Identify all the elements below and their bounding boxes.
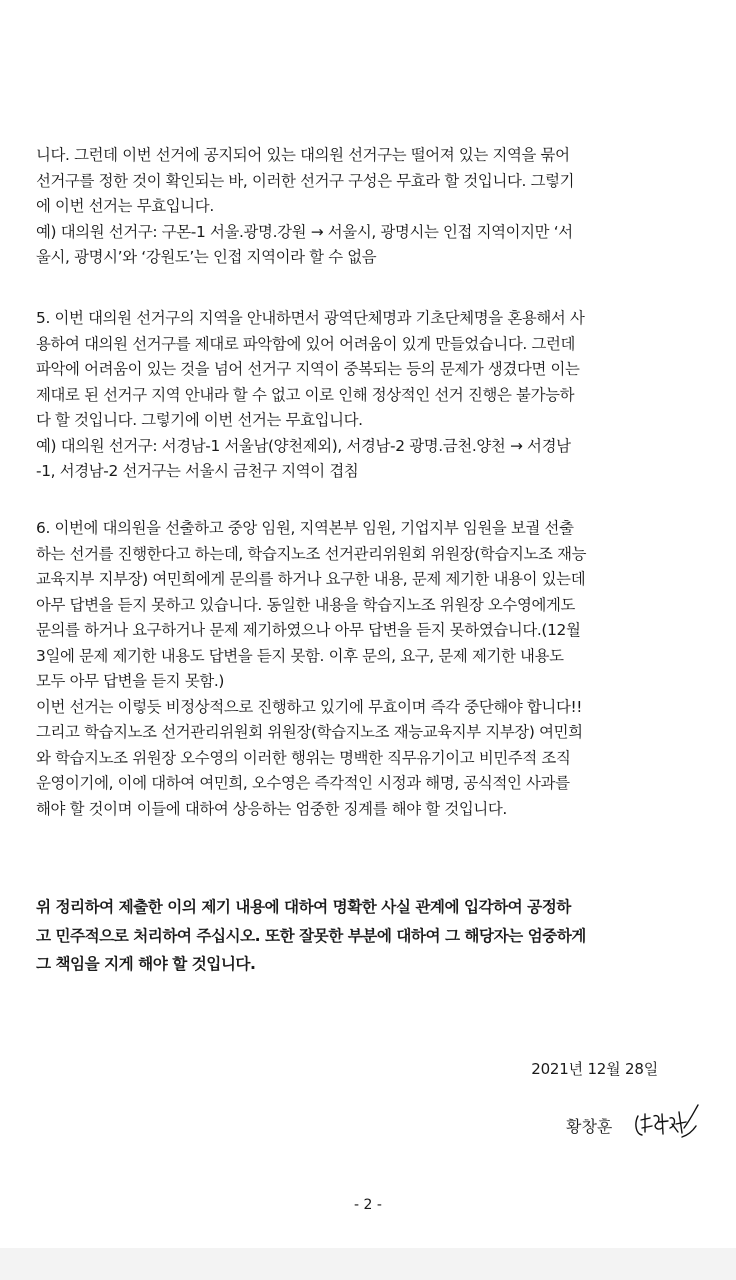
text-line: 예) 대의원 선거구: 구몬-1 서울.광명.강원 → 서울시, 광명시는 인접 지역이지만 ‘서 — [36, 222, 573, 241]
text-line: 고 민주적으로 처리하여 주십시오. 또한 잘못한 부분에 대하여 그 해당자는 엄중하게 — [36, 926, 586, 945]
text-line: 용하여 대의원 선거구를 제대로 파악함에 있어 어려움이 있게 만들었습니다. 그런데 — [36, 334, 576, 353]
text-line: 운영이기에, 이에 대하여 여민희, 오수영은 즉각적인 시정과 해명, 공식적인 사과를 — [36, 774, 570, 792]
text-line: 그리고 학습지노조 선거관리위원회 위원장(학습지노조 재능교육지부 지부장) 여민희 — [36, 723, 583, 741]
text-line: 그 책임을 지게 해야 할 것입니다. — [36, 955, 256, 973]
text-line: 제대로 된 선거구 지역 안내라 할 수 없고 이로 인해 정상적인 선거 진행은 불가능하 — [36, 385, 575, 404]
document-date: 2021년 12월 28일 — [531, 1060, 658, 1078]
text-line: 위 정리하여 제출한 이의 제기 내용에 대하여 명확한 사실 관계에 입각하여 공정하 — [36, 898, 571, 916]
paragraph-intro — [36, 143, 708, 271]
text-line: 선거구를 정한 것이 확인되는 바, 이러한 선거구 구성은 무효라 할 것입니다. 그렇기 — [36, 171, 575, 190]
text-line: 교육지부 지부장) 여민희에게 문의를 하거나 요구한 내용, 문제 제기한 내용이 있는데 — [36, 570, 586, 588]
text-line: 와 학습지노조 위원장 오수영의 이러한 행위는 명백한 직무유기이고 비민주적 조직 — [36, 748, 571, 767]
text-line: 3일에 문제 제기한 내용도 답변을 듣지 못함. 이후 문의, 요구, 문제 제기한 내용도 — [36, 646, 564, 665]
paragraph-6 — [36, 516, 708, 822]
text-line: 파악에 어려움이 있는 것을 넘어 선거구 지역이 중복되는 등의 문제가 생겼다면 이는 — [36, 360, 580, 378]
text-line: 울시, 광명시’와 ‘강원도’는 인접 지역이라 할 수 없음 — [36, 248, 377, 266]
signer-name: 황창훈 — [566, 1117, 613, 1136]
text-line: 문의를 하거나 요구하거나 문제 제기하였으나 아무 답변을 듣지 못하였습니다.(12월 — [36, 621, 581, 639]
text-line: 이번 선거는 이렇듯 비정상적으로 진행하고 있기에 무효이며 즉각 중단해야 합니다!! — [36, 697, 583, 716]
page-number: - 2 - — [354, 1197, 382, 1213]
text-line: 모두 아무 답변을 듣지 못함.) — [36, 672, 225, 690]
page-bottom-margin — [0, 1248, 736, 1280]
text-line: 예) 대의원 선거구: 서경남-1 서울남(양천제외), 서경남-2 광명.금천.양천 → 서경남 — [36, 436, 571, 455]
text-line: 에 이번 선거는 무효입니다. — [36, 197, 214, 215]
text-line: 5. 이번 대의원 선거구의 지역을 안내하면서 광역단체명과 기초단체명을 혼용해서 사 — [36, 309, 585, 327]
text-line: -1, 서경남-2 선거구는 서울시 금천구 지역이 겹침 — [36, 462, 359, 480]
text-line: 6. 이번에 대의원을 선출하고 중앙 임원, 지역본부 임원, 기업지부 임원을 보궐 선출 — [36, 519, 574, 537]
paragraph-5 — [36, 306, 708, 485]
text-line: 다 할 것입니다. 그렇기에 이번 선거는 무효입니다. — [36, 411, 363, 429]
text-line: 니다. 그런데 이번 선거에 공지되어 있는 대의원 선거구는 떨어져 있는 지역을 묶어 — [36, 146, 570, 164]
conclusion-paragraph — [36, 893, 708, 979]
handwritten-signature — [632, 1102, 700, 1142]
text-line: 하는 선거를 진행한다고 하는데, 학습지노조 선거관리위원회 위원장(학습지노조 재능 — [36, 544, 587, 563]
text-line: 아무 답변을 듣지 못하고 있습니다. 동일한 내용을 학습지노조 위원장 오수영에게도 — [36, 595, 576, 614]
text-line: 해야 할 것이며 이들에 대하여 상응하는 엄중한 징계를 해야 할 것입니다. — [36, 799, 507, 818]
